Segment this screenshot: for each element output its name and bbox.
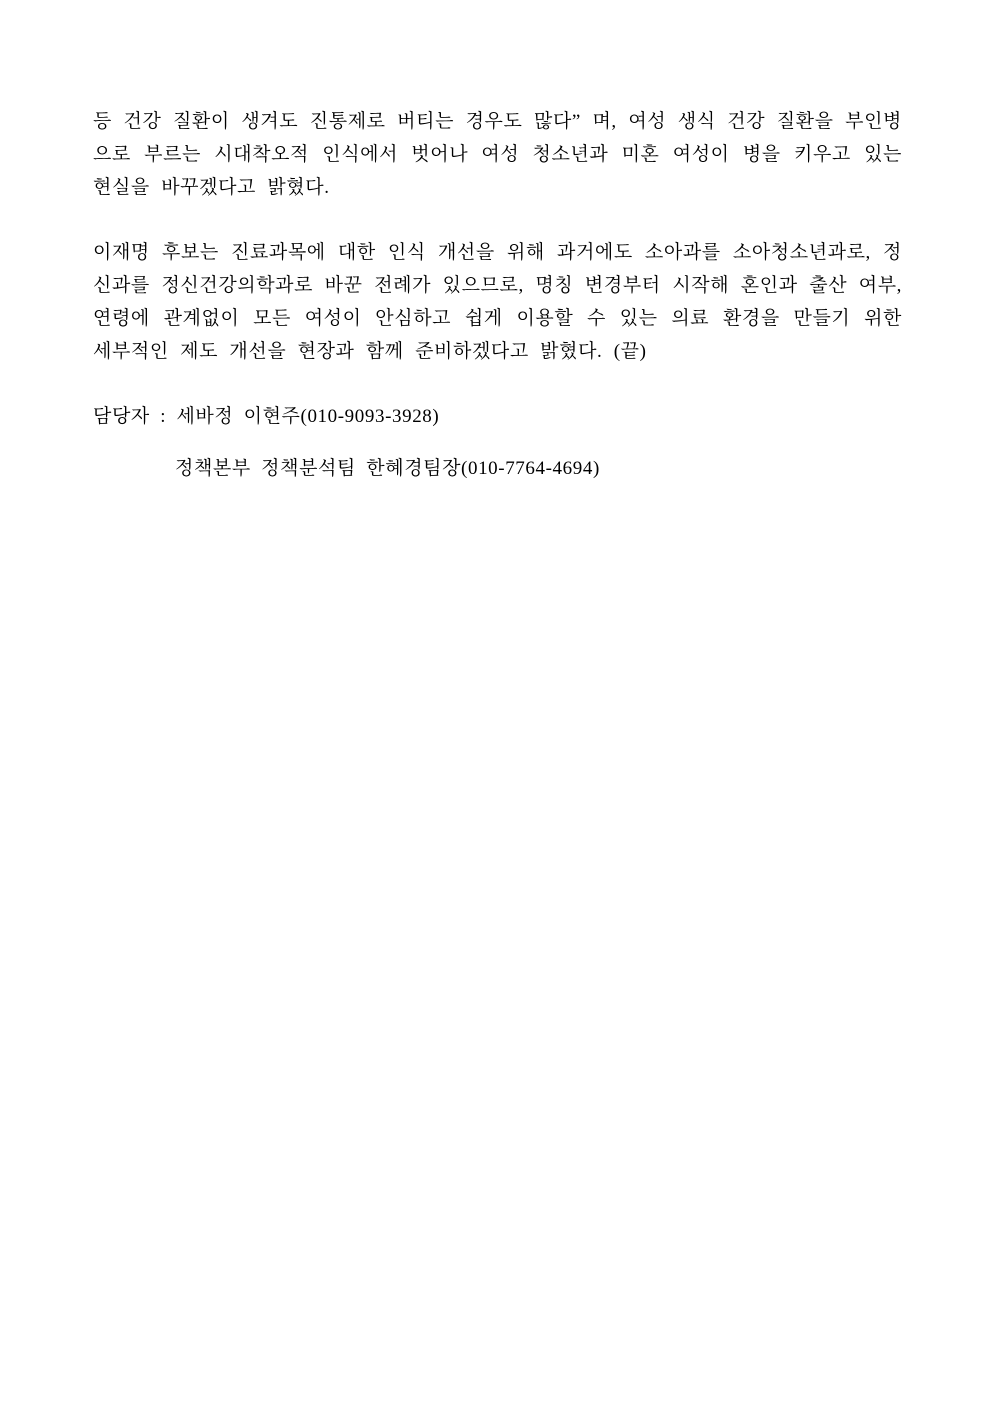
body-paragraph-1: 등 건강 질환이 생겨도 진통제로 버티는 경우도 많다” 며, 여성 생식 건강 질환을 부인병으로 부르는 시대착오적 인식에서 벗어나 여성 청소년과 미혼 여성이 병을 키우고 있는 현실을 바꾸겠다고 밝혔다. xyxy=(93,111,902,198)
contact-line-policy-team: 정책본부 정책분석팀 한혜경팀장(010-7764-4694) xyxy=(175,458,600,479)
contact-line-manager: 담당자 : 세바정 이현주(010-9093-3928) xyxy=(93,406,440,427)
body-paragraph-2: 이재명 후보는 진료과목에 대한 인식 개선을 위해 과거에도 소아과를 소아청소년과로, 정신과를 정신건강의학과로 바꾼 전례가 있으므로, 명칭 변경부터 시작해 혼인과 출산 여부, 연령에 관계없이 모든 여성이 안심하고 쉽게 이용할 수 있는 의료 환경을 만들기 위한 세부적인 제도 개선을 현장과 함께 준비하겠다고 밝혔다. (끝) xyxy=(93,242,902,362)
